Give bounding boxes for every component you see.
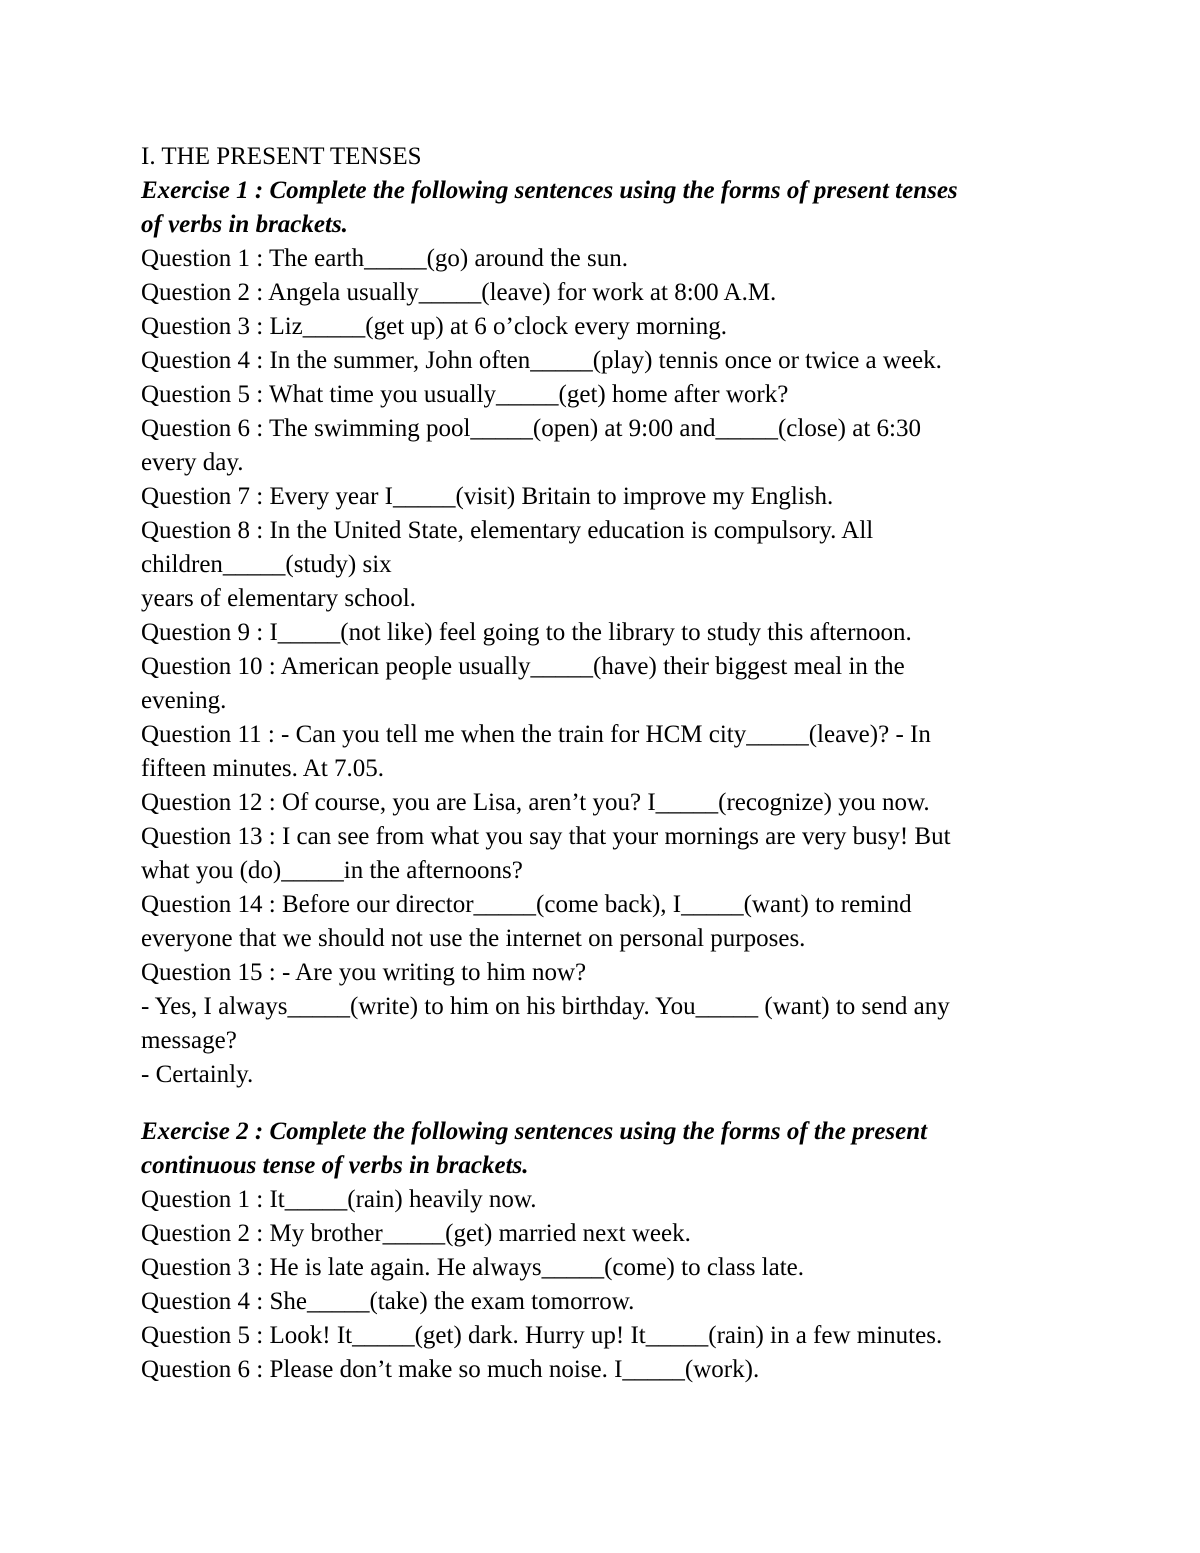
exercise-1-line: children_____(study) six xyxy=(141,551,392,578)
exercise-1-line: Question 7 : Every year I_____(visit) Britain to improve my English. xyxy=(141,483,834,510)
exercise-2-title-line-2: continuous tense of verbs in brackets. xyxy=(141,1152,529,1179)
exercise-1-line: every day. xyxy=(141,449,244,476)
exercise-2-line: Question 5 : Look! It_____(get) dark. Hurry up! It_____(rain) in a few minutes. xyxy=(141,1322,943,1349)
section-heading: I. THE PRESENT TENSES xyxy=(141,143,422,170)
exercise-1-line: - Yes, I always_____(write) to him on his birthday. You_____ (want) to send any xyxy=(141,993,950,1020)
exercise-1-line: Question 6 : The swimming pool_____(open) at 9:00 and_____(close) at 6:30 xyxy=(141,415,921,442)
exercise-1-line: Question 5 : What time you usually_____(get) home after work? xyxy=(141,381,789,408)
exercise-1-line: - Certainly. xyxy=(141,1061,254,1088)
exercise-2-line: Question 2 : My brother_____(get) married next week. xyxy=(141,1220,691,1247)
exercise-1-line: Question 4 : In the summer, John often_____(play) tennis once or twice a week. xyxy=(141,347,942,374)
exercise-1-line: years of elementary school. xyxy=(141,585,416,612)
exercise-2-line: Question 4 : She_____(take) the exam tomorrow. xyxy=(141,1288,635,1315)
exercise-2-line: Question 1 : It_____(rain) heavily now. xyxy=(141,1186,537,1213)
exercise-1-line: Question 13 : I can see from what you say that your mornings are very busy! But xyxy=(141,823,951,850)
document-page xyxy=(141,140,1061,1387)
exercise-1-line: evening. xyxy=(141,687,227,714)
exercise-1-title-line-2: of verbs in brackets. xyxy=(141,211,348,238)
exercise-1-line: Question 14 : Before our director_____(come back), I_____(want) to remind xyxy=(141,891,912,918)
exercise-1-line: Question 15 : - Are you writing to him now? xyxy=(141,959,587,986)
paragraph-spacer xyxy=(141,1092,1061,1115)
exercise-1-line: what you (do)_____in the afternoons? xyxy=(141,857,523,884)
exercise-2-line: Question 3 : He is late again. He always_____(come) to class late. xyxy=(141,1254,805,1281)
exercise-1-line: Question 2 : Angela usually_____(leave) for work at 8:00 A.M. xyxy=(141,279,777,306)
exercise-1-title-line-1: Exercise 1 : Complete the following sentences using the forms of present tenses xyxy=(141,177,958,204)
exercise-1-line: Question 12 : Of course, you are Lisa, aren’t you? I_____(recognize) you now. xyxy=(141,789,930,816)
exercise-1-line: Question 11 : - Can you tell me when the train for HCM city_____(leave)? - In xyxy=(141,721,931,748)
exercise-1-line: everyone that we should not use the internet on personal purposes. xyxy=(141,925,806,952)
exercise-1-line: Question 9 : I_____(not like) feel going to the library to study this afternoon. xyxy=(141,619,912,646)
exercise-1-line: Question 10 : American people usually_____(have) their biggest meal in the xyxy=(141,653,905,680)
exercise-1-line: Question 3 : Liz_____(get up) at 6 o’clock every morning. xyxy=(141,313,727,340)
exercise-1-line: fifteen minutes. At 7.05. xyxy=(141,755,385,782)
exercise-1-line: Question 1 : The earth_____(go) around the sun. xyxy=(141,245,628,272)
exercise-2-line: Question 6 : Please don’t make so much noise. I_____(work). xyxy=(141,1356,760,1383)
exercise-2-title-line-1: Exercise 2 : Complete the following sentences using the forms of the present xyxy=(141,1118,928,1145)
exercise-1-line: message? xyxy=(141,1027,237,1054)
exercise-1-line: Question 8 : In the United State, elementary education is compulsory. All xyxy=(141,517,874,544)
